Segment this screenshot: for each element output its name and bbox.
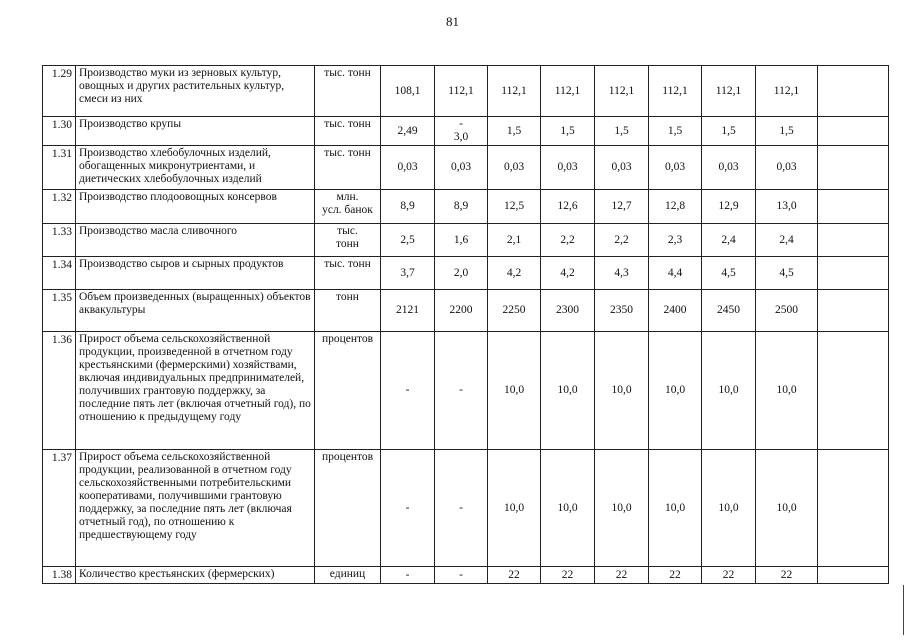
value-cell: 0,03 [435, 146, 488, 190]
value-cell: 108,1 [381, 66, 435, 117]
indicators-table-wrapper [42, 65, 888, 584]
empty-cell [818, 190, 889, 224]
table-row [43, 567, 889, 584]
table-row [43, 146, 889, 190]
value-cell: 2300 [541, 290, 595, 332]
table-row [43, 224, 889, 257]
indicators-table [42, 65, 889, 584]
value-cell: 1,5 [541, 117, 595, 146]
empty-cell [818, 567, 889, 584]
value-cell: - 3,0 [435, 117, 488, 146]
value-cell: 10,0 [702, 450, 756, 567]
value-cell: 1,6 [435, 224, 488, 257]
value-cell: 4,5 [702, 257, 756, 290]
page-edge-line [903, 585, 904, 635]
row-number: 1.35 [43, 290, 76, 332]
value-cell: 10,0 [756, 332, 818, 450]
value-cell: 2,0 [435, 257, 488, 290]
value-cell: 0,03 [595, 146, 649, 190]
unit-of-measure: процентов [315, 332, 381, 450]
value-cell: 2,5 [381, 224, 435, 257]
value-cell: 2121 [381, 290, 435, 332]
value-cell: 4,5 [756, 257, 818, 290]
value-cell: 1,5 [488, 117, 541, 146]
empty-cell [818, 257, 889, 290]
value-cell: 12,5 [488, 190, 541, 224]
value-cell: 10,0 [649, 332, 702, 450]
value-cell: 1,5 [595, 117, 649, 146]
value-cell: 2,4 [702, 224, 756, 257]
table-row [43, 257, 889, 290]
value-cell: 2,3 [649, 224, 702, 257]
value-cell: 3,7 [381, 257, 435, 290]
value-cell: 112,1 [702, 66, 756, 117]
value-cell: - [435, 332, 488, 450]
unit-of-measure: тыс. тонн [315, 257, 381, 290]
unit-of-measure: тонн [315, 290, 381, 332]
row-number: 1.29 [43, 66, 76, 117]
unit-of-measure: тыс. тонн [315, 224, 381, 257]
value-cell: 2,2 [595, 224, 649, 257]
table-row [43, 190, 889, 224]
unit-of-measure: тыс. тонн [315, 66, 381, 117]
value-cell: 10,0 [488, 450, 541, 567]
table-row [43, 290, 889, 332]
value-cell: 2400 [649, 290, 702, 332]
empty-cell [818, 332, 889, 450]
row-number: 1.34 [43, 257, 76, 290]
value-cell: 0,03 [756, 146, 818, 190]
value-cell: 112,1 [649, 66, 702, 117]
value-cell: 4,3 [595, 257, 649, 290]
row-number: 1.30 [43, 117, 76, 146]
table-row [43, 450, 889, 567]
value-cell: 2,2 [541, 224, 595, 257]
value-cell: 2250 [488, 290, 541, 332]
value-cell: 2500 [756, 290, 818, 332]
indicator-name: Прирост объема сельскохозяйственной продукции, произведенной в отчетном году крестьянскими (фермерскими) хозяйствами, включая индивидуальных предпринимателей, получивших грантовую поддержку, за последние пять лет (включая отчетный год), по отношению к предыдущему году [76, 332, 315, 450]
unit-of-measure: тыс. тонн [315, 117, 381, 146]
row-number: 1.33 [43, 224, 76, 257]
value-cell: 12,6 [541, 190, 595, 224]
table-row [43, 66, 889, 117]
value-cell: 4,2 [541, 257, 595, 290]
value-cell: 0,03 [488, 146, 541, 190]
unit-of-measure: единиц [315, 567, 381, 584]
empty-cell [818, 224, 889, 257]
value-cell: 22 [488, 567, 541, 584]
value-cell: 12,8 [649, 190, 702, 224]
value-cell: 2450 [702, 290, 756, 332]
value-cell: 4,2 [488, 257, 541, 290]
value-cell: 10,0 [702, 332, 756, 450]
value-cell: 112,1 [541, 66, 595, 117]
value-cell: 22 [595, 567, 649, 584]
indicator-name: Производство сыров и сырных продуктов [76, 257, 315, 290]
value-cell: 0,03 [702, 146, 756, 190]
value-cell: 13,0 [756, 190, 818, 224]
value-cell: 1,5 [649, 117, 702, 146]
empty-cell [818, 117, 889, 146]
value-cell: - [435, 567, 488, 584]
table-row [43, 332, 889, 450]
empty-cell [818, 450, 889, 567]
indicator-name: Производство крупы [76, 117, 315, 146]
value-cell: 1,5 [756, 117, 818, 146]
indicator-name: Объем произведенных (выращенных) объектов аквакультуры [76, 290, 315, 332]
value-cell: - [435, 450, 488, 567]
value-cell: - [381, 567, 435, 584]
row-number: 1.37 [43, 450, 76, 567]
row-number: 1.31 [43, 146, 76, 190]
value-cell: 4,4 [649, 257, 702, 290]
indicator-name: Производство масла сливочного [76, 224, 315, 257]
value-cell: 112,1 [435, 66, 488, 117]
value-cell: 112,1 [756, 66, 818, 117]
value-cell: 10,0 [649, 450, 702, 567]
unit-of-measure: тыс. тонн [315, 146, 381, 190]
indicator-name: Производство плодоовощных консервов [76, 190, 315, 224]
unit-of-measure: процентов [315, 450, 381, 567]
value-cell: 22 [702, 567, 756, 584]
value-cell: 10,0 [541, 332, 595, 450]
value-cell: 112,1 [488, 66, 541, 117]
value-cell: 10,0 [756, 450, 818, 567]
value-cell: 8,9 [435, 190, 488, 224]
value-cell: 0,03 [541, 146, 595, 190]
value-cell: 2,49 [381, 117, 435, 146]
value-cell: 10,0 [595, 332, 649, 450]
indicator-name: Количество крестьянских (фермерских) [76, 567, 315, 584]
value-cell: 0,03 [381, 146, 435, 190]
row-number: 1.38 [43, 567, 76, 584]
empty-cell [818, 66, 889, 117]
value-cell: 112,1 [595, 66, 649, 117]
indicator-name: Прирост объема сельскохозяйственной продукции, реализованной в отчетном году сельскохозяйственными потребительскими кооперативами, получившими грантовую поддержку, за последние пять лет (включая отчетный год), по отношению к предшествующему году [76, 450, 315, 567]
value-cell: - [381, 450, 435, 567]
value-cell: 8,9 [381, 190, 435, 224]
value-cell: 22 [649, 567, 702, 584]
empty-cell [818, 146, 889, 190]
value-cell: 2200 [435, 290, 488, 332]
page-number: 81 [446, 14, 459, 29]
value-cell: 1,5 [702, 117, 756, 146]
row-number: 1.36 [43, 332, 76, 450]
value-cell: 10,0 [595, 450, 649, 567]
value-cell: - [381, 332, 435, 450]
table-row [43, 117, 889, 146]
indicator-name: Производство хлебобулочных изделий, обогащенных микронутриентами, и диетических хлебобулочных изделий [76, 146, 315, 190]
value-cell: 10,0 [541, 450, 595, 567]
value-cell: 22 [541, 567, 595, 584]
value-cell: 2350 [595, 290, 649, 332]
row-number: 1.32 [43, 190, 76, 224]
value-cell: 10,0 [488, 332, 541, 450]
value-cell: 2,1 [488, 224, 541, 257]
value-cell: 12,7 [595, 190, 649, 224]
value-cell: 2,4 [756, 224, 818, 257]
indicator-name: Производство муки из зерновых культур, овощных и других растительных культур, смеси из них [76, 66, 315, 117]
value-cell: 22 [756, 567, 818, 584]
value-cell: 0,03 [649, 146, 702, 190]
table-body [43, 66, 889, 584]
empty-cell [818, 290, 889, 332]
value-cell: 12,9 [702, 190, 756, 224]
unit-of-measure: млн. усл. банок [315, 190, 381, 224]
